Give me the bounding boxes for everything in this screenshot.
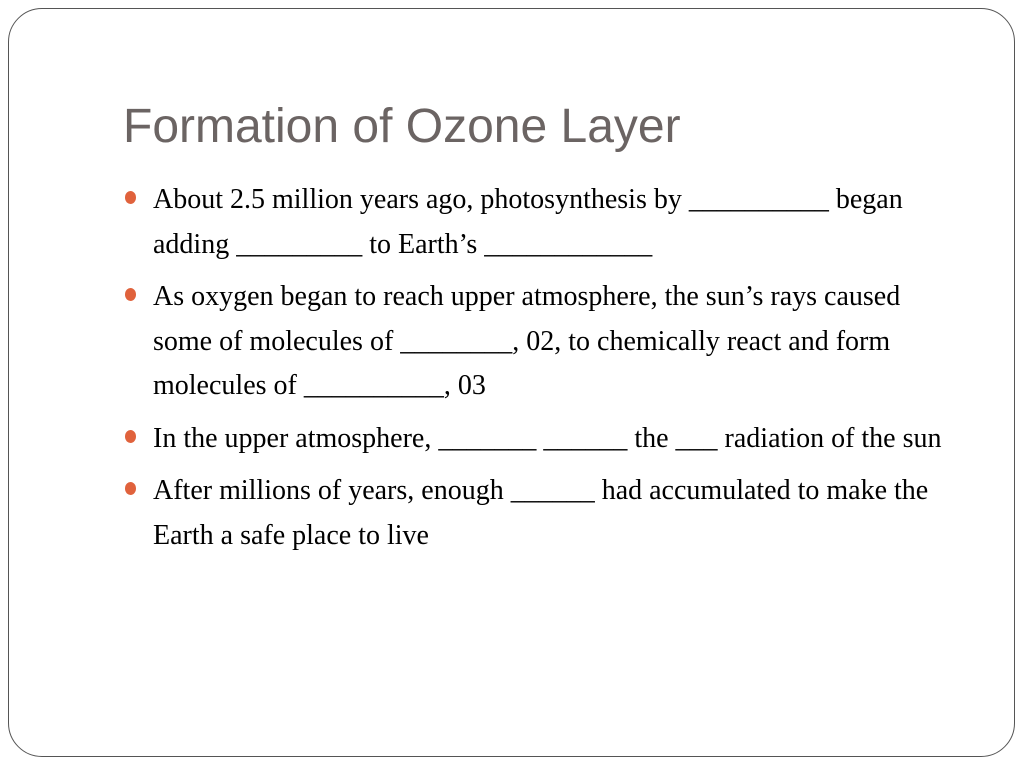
list-item [125, 178, 965, 267]
bullet-dot-icon [125, 288, 136, 301]
list-item [125, 275, 965, 409]
list-item [125, 417, 965, 462]
bullet-list [125, 178, 965, 566]
slide-frame [8, 8, 1015, 757]
bullet-dot-icon [125, 482, 136, 495]
slide-title: Formation of Ozone Layer [123, 100, 681, 153]
bullet-dot-icon [125, 191, 136, 204]
bullet-text: As oxygen began to reach upper atmosphere, the sun’s rays caused some of molecules of ________, 02, to chemically react and form molecules of __________, 03 [153, 281, 901, 401]
bullet-text: In the upper atmosphere, _______ ______ the ___ radiation of the sun [153, 422, 942, 454]
bullet-text: About 2.5 million years ago, photosynthesis by __________ began adding _________ to Earth’s ____________ [153, 184, 903, 260]
list-item [125, 469, 965, 558]
bullet-dot-icon [125, 430, 136, 443]
bullet-text: After millions of years, enough ______ had accumulated to make the Earth a safe place to live [153, 475, 929, 551]
